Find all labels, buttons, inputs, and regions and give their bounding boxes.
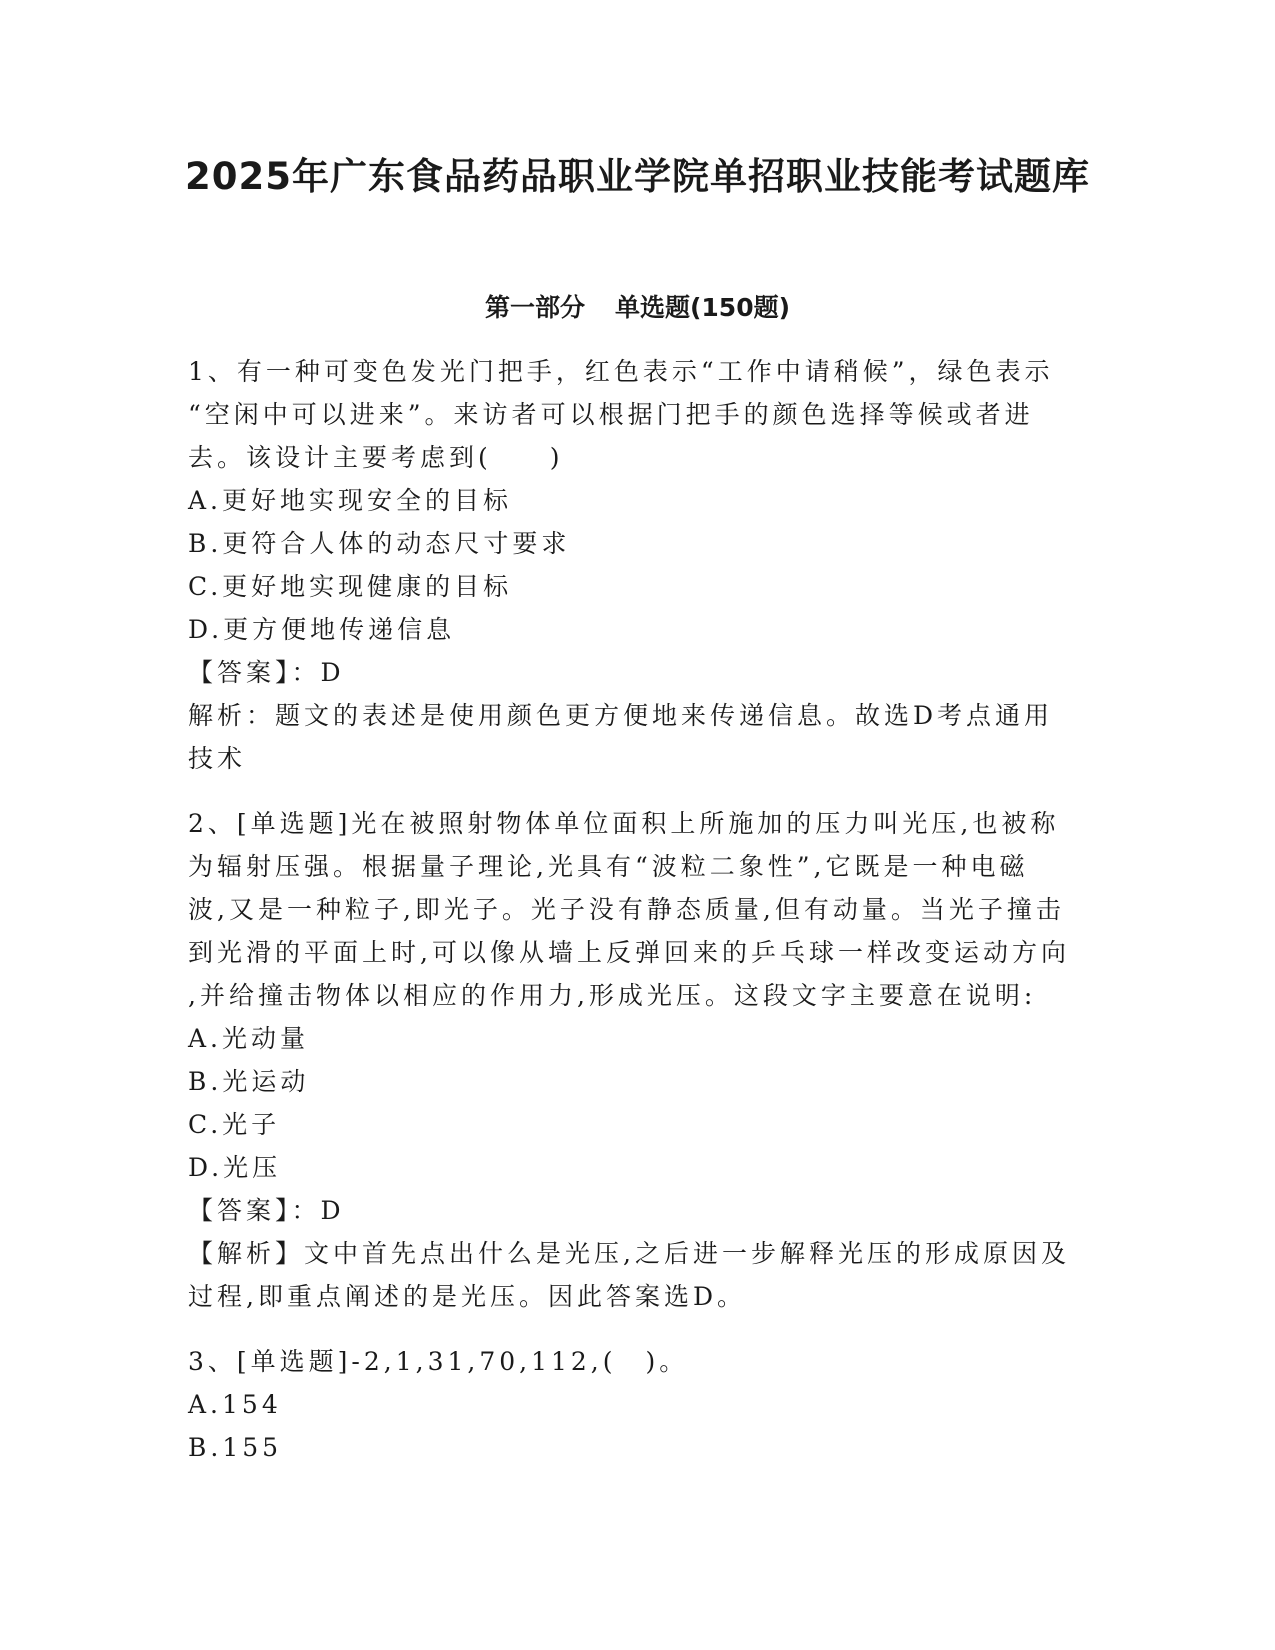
option-d: D.更方便地传递信息	[188, 615, 456, 644]
question-stem-line: 到光滑的平面上时,可以像从墙上反弹回来的乒乓球一样改变运动方向	[188, 938, 1070, 967]
question-3	[188, 1340, 1088, 1469]
question-stem-line: “空闲中可以进来”。来访者可以根据门把手的颜色选择等候或者进	[188, 400, 1034, 429]
section-name: 单选题(150题)	[614, 293, 791, 322]
question-2	[188, 802, 1088, 1318]
question-stem-line: 波,又是一种粒子,即光子。光子没有静态质量,但有动量。当光子撞击	[188, 895, 1065, 924]
question-stem-line: 为辐射压强。根据量子理论,光具有“波粒二象性”,它既是一种电磁	[188, 852, 1029, 881]
option-d: D.光压	[188, 1153, 282, 1182]
option-b: B.光运动	[188, 1067, 310, 1096]
question-stem-line: 去。该设计主要考虑到( )	[188, 443, 564, 472]
question-list	[188, 350, 1088, 1469]
option-b: B.155	[188, 1433, 283, 1462]
question-stem-line: 2、[单选题]光在被照射物体单位面积上所施加的压力叫光压,也被称	[188, 809, 1060, 838]
document-title: 2025年广东食品药品职业学院单招职业技能考试题库	[185, 155, 1090, 198]
section-heading	[0, 288, 1275, 324]
analysis-line: 技术	[188, 744, 247, 773]
answer-line: 【答案】：D	[188, 658, 345, 687]
question-stem-line: 3、[单选题]-2,1,31,70,112,( )。	[188, 1347, 689, 1376]
option-a: A.更好地实现安全的目标	[188, 486, 513, 515]
section-part: 第一部分	[484, 293, 585, 322]
answer-line: 【答案】：D	[188, 1196, 345, 1225]
analysis-line: 【解析】文中首先点出什么是光压,之后进一步解释光压的形成原因及	[188, 1239, 1070, 1268]
question-stem-line: ,并给撞击物体以相应的作用力,形成光压。这段文字主要意在说明:	[188, 981, 1037, 1010]
analysis-line: 过程,即重点阐述的是光压。因此答案选D。	[188, 1282, 746, 1311]
option-a: A.154	[188, 1390, 282, 1419]
question-1	[188, 350, 1088, 780]
option-b: B.更符合人体的动态尺寸要求	[188, 529, 571, 558]
option-c: C.更好地实现健康的目标	[188, 572, 513, 601]
analysis-line: 解析：题文的表述是使用颜色更方便地来传递信息。故选D考点通用	[188, 701, 1054, 730]
option-a: A.光动量	[188, 1024, 310, 1053]
question-stem-line: 1、有一种可变色发光门把手，红色表示“工作中请稍候”，绿色表示	[188, 357, 1054, 386]
option-c: C.光子	[188, 1110, 281, 1139]
